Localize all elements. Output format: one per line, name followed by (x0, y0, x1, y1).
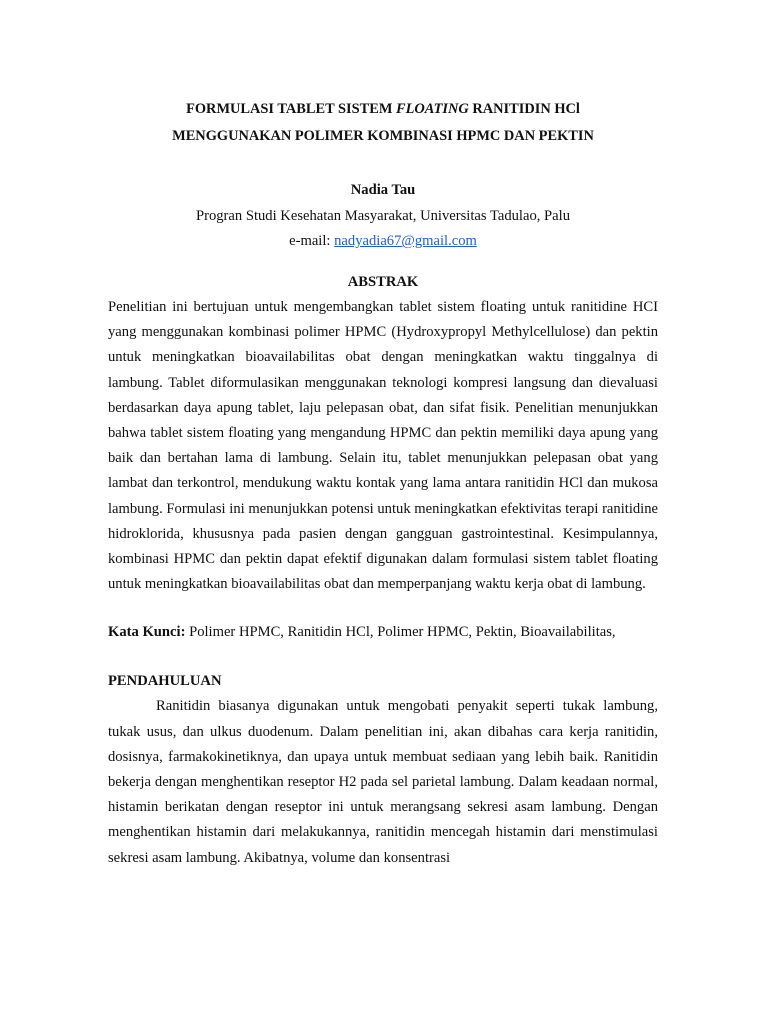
keywords (108, 620, 658, 645)
author-affiliation: Progran Studi Kesehatan Masyarakat, Universitas Tadulao, Palu (195, 207, 570, 224)
abstract-text: Penelitian ini bertujuan untuk mengembangkan tablet sistem floating untuk ranitidine HCI yang menggunakan kombinasi polimer HPMC (Hydroxypropyl Methylcellulose) dan pektin untuk meningkatkan bioavailabilitas obat dengan meningkatkan waktu tinggalnya di lambung. Tablet diformulasikan menggunakan teknologi kompresi langsung dan dievaluasi berdasarkan daya apung tablet, laju pelepasan obat, dan sifat fisik. Penelitian menunjukkan bahwa tablet sistem floating yang mengandung HPMC dan pektin memiliki daya apung yang baik dan bertahan lama di lambung. Selain itu, tablet menunjukkan pelepasan obat yang lambat dan terkontrol, mendukung waktu kontak yang lama antara ranitidin HCl dan mukosa lambung. Formulasi ini menunjukkan potensi untuk meningkatkan efektivitas terapi ranitidine hidroklorida, khususnya pada pasien dengan gangguan gastrointestinal. Kesimpulannya, kombinasi HPMC dan pektin dapat efektif digunakan dalam formulasi sistem tablet floating untuk meningkatkan bioavailabilitas obat dan memperpanjang waktu kerja obat di lambung. (108, 299, 658, 593)
title-line1-italic: FLOATING (396, 101, 469, 117)
author-block (108, 178, 658, 255)
author-email-line (108, 229, 658, 255)
author-name: Nadia Tau (350, 182, 416, 198)
paper-title (108, 96, 658, 150)
keywords-text: Polimer HPMC, Ranitidin HCl, Polimer HPMC, Pektin, Bioavailabilitas, (185, 624, 616, 641)
keywords-label: Kata Kunci: (108, 624, 186, 641)
document-page (108, 96, 658, 871)
title-line2: MENGGUNAKAN POLIMER KOMBINASI HPMC DAN PEKTIN (172, 128, 594, 144)
title-line1-prefix: FORMULASI TABLET SISTEM (186, 101, 396, 117)
title-line1-suffix: RANITIDIN HCl (468, 101, 580, 117)
abstract-heading: ABSTRAK (347, 273, 419, 290)
email-link[interactable]: nadyadia67@gmail.com (334, 233, 477, 249)
email-label: e-mail: (289, 233, 335, 249)
section-heading-introduction: PENDAHULUAN (108, 673, 222, 690)
introduction-text: Ranitidin biasanya digunakan untuk mengobati penyakit seperti tukak lambung, tukak usus, dan ulkus duodenum. Dalam penelitian ini, akan dibahas cara kerja ranitidin, dosisnya, farmakokinetiknya, dan upaya untuk membuat sediaan yang lebih baik. Ranitidin bekerja dengan menghentikan reseptor H2 pada sel parietal lambung. Dalam keadaan normal, histamin berikatan dengan reseptor ini untuk merangsang sekresi asam lambung. Dengan menghentikan histamin dari melakukannya, ranitidin mencegah histamin dari menstimulasi sekresi asam lambung. Akibatnya, volume dan konsentrasi (108, 698, 658, 866)
